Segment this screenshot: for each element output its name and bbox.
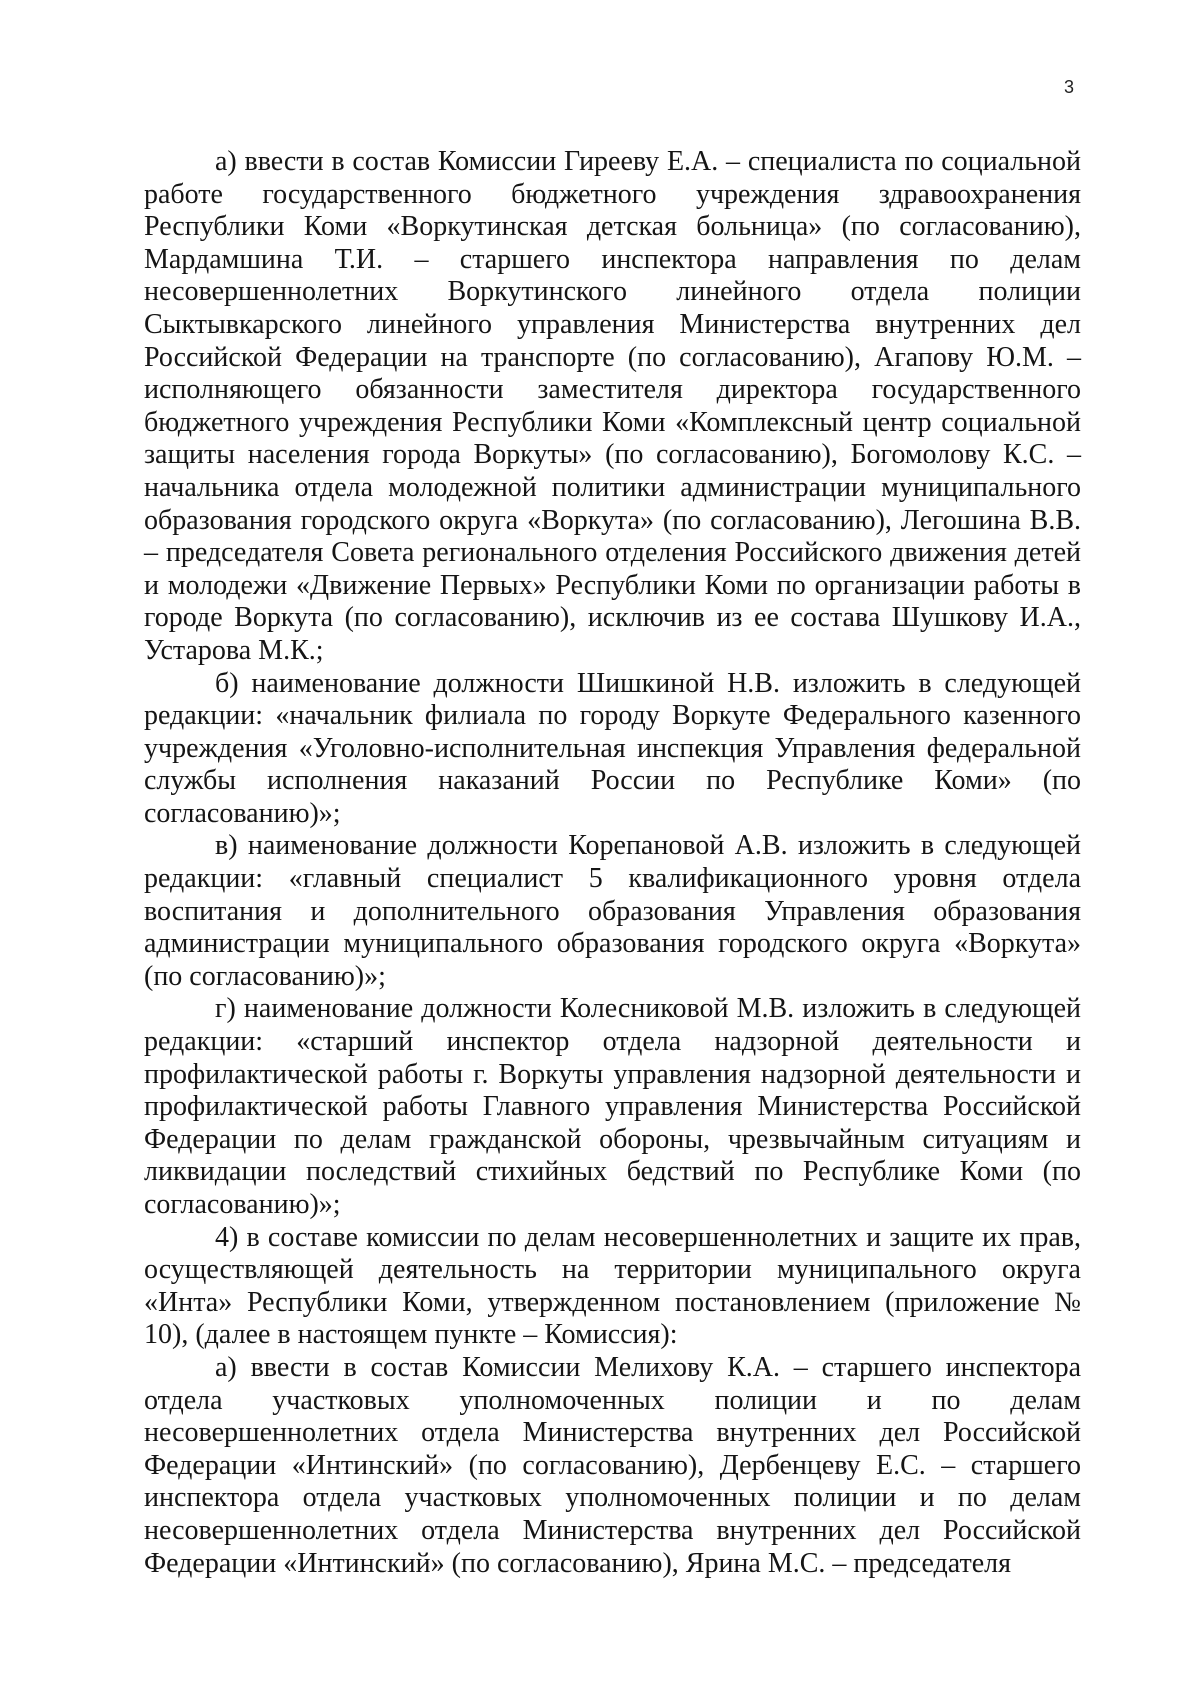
document-body xyxy=(144,146,1081,1580)
page-number: 3 xyxy=(1064,77,1075,97)
paragraph-4-inta-commission: 4) в составе комиссии по делам несовершеннолетних и защите их прав, осуществляющей деятельность на территории муниципального округа «Инта» Республики Коми, утвержденном постановлением (приложение № 10), (далее в настоящем пункте – Комиссия): xyxy=(144,1221,1081,1351)
paragraph-4a-composition-changes: а) ввести в состав Комиссии Мелихову К.А. – старшего инспектора отдела участковых уполномоченных полиции и по делам несовершеннолетних отдела Министерства внутренних дел Российской Федерации «Интинский» (по согласованию), Дербенцеву Е.С. – старшего инспектора отдела участковых уполномоченных полиции и по делам несовершеннолетних отдела Министерства внутренних дел Российской Федерации «Интинский» (по согласованию), Ярина М.С. – председателя xyxy=(144,1351,1081,1579)
paragraph-3b-shishkina-position: б) наименование должности Шишкиной Н.В. изложить в следующей редакции: «начальник филиала по городу Воркуте Федерального казенного учреждения «Уголовно-исполнительная инспекция Управления федеральной службы исполнения наказаний России по Республике Коми» (по согласованию)»; xyxy=(144,667,1081,829)
paragraph-3g-kolesnikova-position: г) наименование должности Колесниковой М.В. изложить в следующей редакции: «старший инспектор отдела надзорной деятельности и профилактической работы г. Воркуты управления надзорной деятельности и профилактической работы Главного управления Министерства Российской Федерации по делам гражданской обороны, чрезвычайным ситуациям и ликвидации последствий стихийных бедствий по Республике Коми (по согласованию)»; xyxy=(144,993,1081,1220)
paragraph-3a-composition-changes: а) ввести в состав Комиссии Гирееву Е.А. – специалиста по социальной работе государственного бюджетного учреждения здравоохранения Республики Коми «Воркутинская детская больница» (по согласованию), Мардамшина Т.И. – старшего инспектора направления по делам несовершеннолетних Воркутинского линейного отдела полиции Сыктывкарского линейного управления Министерства внутренних дел Российской Федерации на транспорте (по согласованию), Агапову Ю.М. – исполняющего обязанности заместителя директора государственного бюджетного учреждения Республики Коми «Комплексный центр социальной защиты населения города Воркуты» (по согласованию), Богомолову К.С. – начальника отдела молодежной политики администрации муниципального образования городского округа «Воркута» (по согласованию), Легошина В.В. – председателя Совета регионального отделения Российского движения детей и молодежи «Движение Первых» Республики Коми по организации работы в городе Воркута (по согласованию), исключив из ее состава Шушкову И.А., Устарова М.К.; xyxy=(144,146,1081,666)
paragraph-3v-korepanova-position: в) наименование должности Корепановой А.В. изложить в следующей редакции: «главный специалист 5 квалификационного уровня отдела воспитания и дополнительного образования Управления образования администрации муниципального образования городского округа «Воркута» (по согласованию)»; xyxy=(144,830,1081,992)
